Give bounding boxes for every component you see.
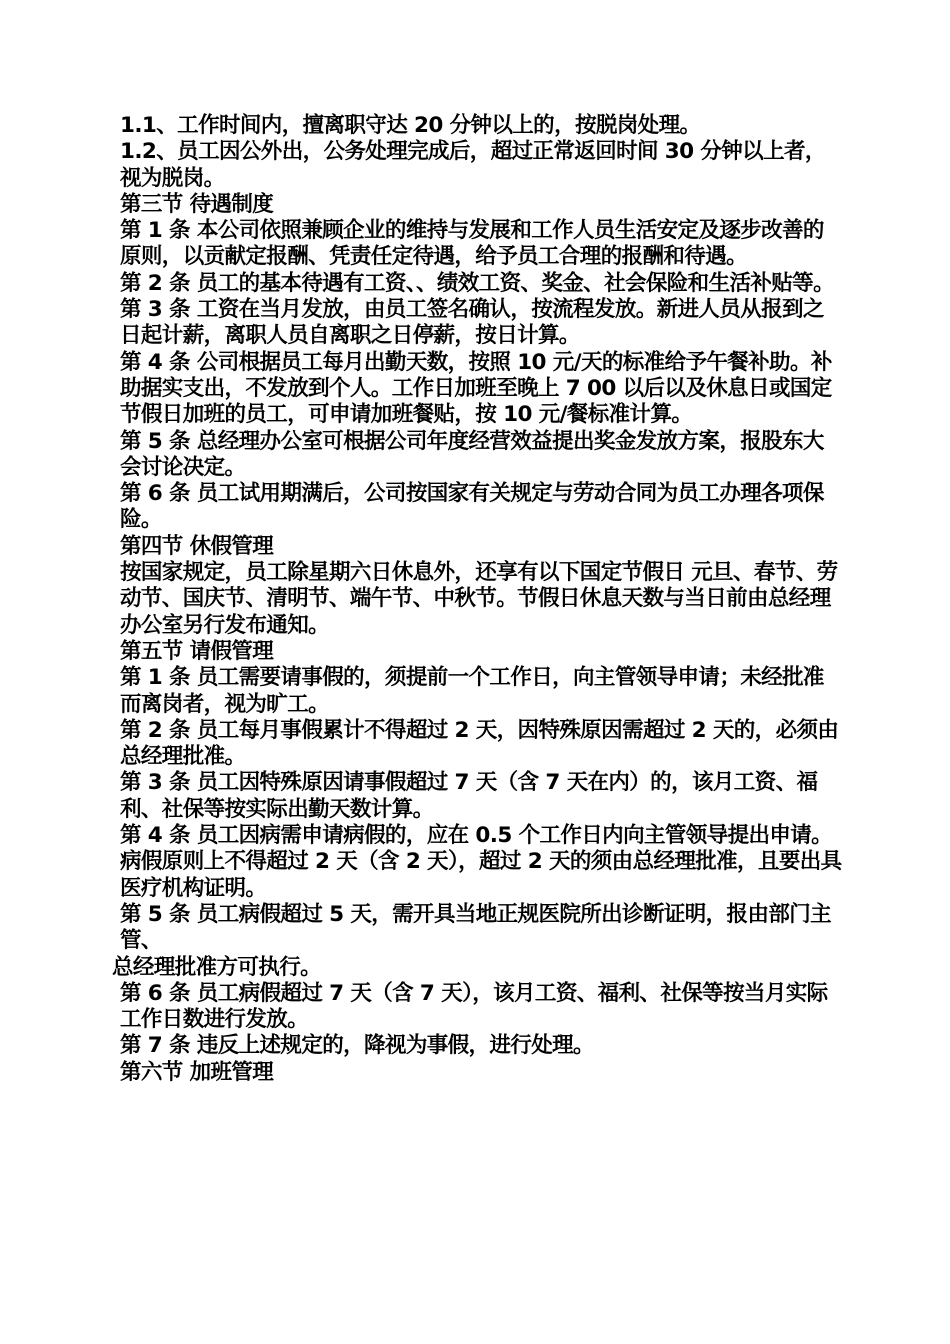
article-3-3: 第 3 条 工资在当月发放，由员工签名确认，按流程发放。新进人员从报到之日起计薪，离职人员自离职之日停薪，按日计算。 [120,297,824,349]
article-3-2: 第 2 条 员工的基本待遇有工资、、绩效工资、奖金、社会保险和生活补贴等。 [120,270,834,296]
article-5-5: 第 5 条 员工病假超过 5 天，需开具当地正规医院所出诊断证明，报由部门主管、 [120,901,832,954]
section-heading-3: 第三节 待遇制度 [120,191,274,217]
article-3-4: 第 4 条 公司根据员工每月出勤天数，按照 10 元/天的标准给予午餐补助。补助据实支出，不发放到个人。工作日加班至晚上 7 00 以后以及休息日或国定节假日加班的员工，可申请加班餐贴，按 10 元/餐标准计算。 [120,349,832,428]
article-3-6: 第 6 条 员工试用期满后，公司按国家有关规定与劳动合同为员工办理各项保险。 [120,481,824,533]
section-heading-5: 第五节 请假管理 [120,638,274,664]
article-3-1: 第 1 条 本公司依照兼顾企业的维持与发展和工作人员生活安定及逐步改善的原则，以贡献定报酬、凭责任定待遇，给予员工合理的报酬和待遇。 [120,218,824,270]
article-5-2: 第 2 条 员工每月事假累计不得超过 2 天，因特殊原因需超过 2 天的，必须由总经理批准。 [120,717,839,770]
document-page [112,113,842,1086]
section-heading-4: 第四节 休假管理 [120,533,274,559]
article-5-5-continued: 总经理批准方可执行。 [112,954,322,980]
paragraph-1-1: 1.1、工作时间内，擅离职守达 20 分钟以上的，按脱岗处理。 [120,113,701,138]
paragraph-1-2: 1.2、员工因公外出，公务处理完成后，超过正常返回时间 30 分钟以上者，视为脱岗。 [120,139,826,191]
article-5-4: 第 4 条 员工因病需申请病假的，应在 0.5 个工作日内向主管领导提出申请。病假原则上不得超过 2 天（含 2 天），超过 2 天的须由总经理批准，且要出具医疗机构证明。 [120,823,842,901]
article-5-6: 第 6 条 员工病假超过 7 天（含 7 天），该月工资、福利、社保等按当月实际工作日数进行发放。 [120,980,828,1033]
article-5-1: 第 1 条 员工需要请事假的，须提前一个工作日，向主管领导申请；未经批准而离岗者，视为旷工。 [120,665,824,717]
article-5-7: 第 7 条 违反上述规定的，降视为事假，进行处理。 [120,1033,594,1059]
section-heading-6: 第六节 加班管理 [120,1059,274,1085]
holiday-paragraph: 按国家规定，员工除星期六日休息外，还享有以下国定节假日 元旦、春节、劳动节、国庆节、清明节、端午节、中秋节。节假日休息天数与当日前由总经理办公室另行发布通知。 [120,560,838,638]
article-3-5: 第 5 条 总经理办公室可根据公司年度经营效益提出奖金发放方案，报股东大会讨论决定。 [120,428,824,480]
article-5-3: 第 3 条 员工因特殊原因请事假超过 7 天（含 7 天在内）的，该月工资、福利、社保等按实际出勤天数计算。 [120,770,818,822]
